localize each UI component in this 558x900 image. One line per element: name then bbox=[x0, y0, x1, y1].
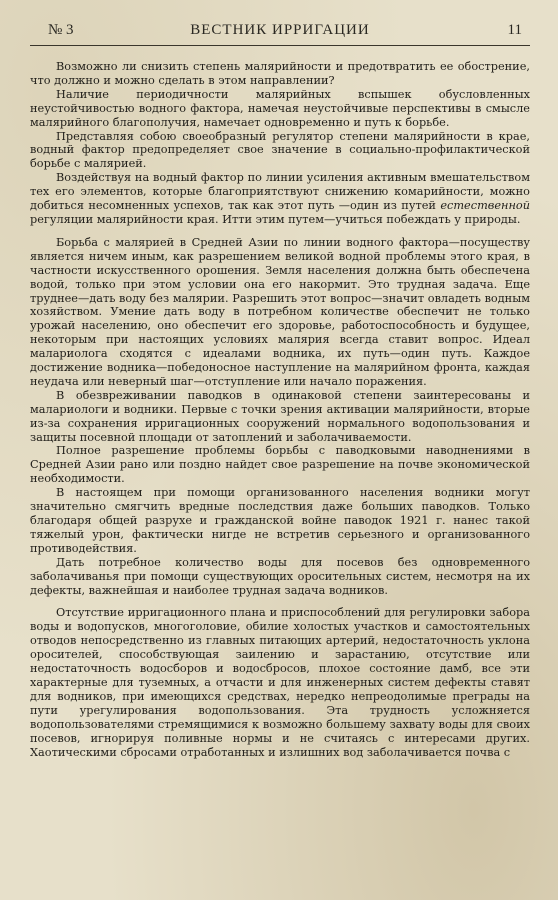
paragraph: В настоящем при помощи организованного населения водники могут значительно смягчить вредные последствия даже больших паводков. Только благодаря общей разрухе и гражданской войне паводок 1921 г. нанес такой тяжелый урон, фактически нигде не встретив серьезного и организованного противодействия. bbox=[30, 486, 530, 555]
paragraph: Борьба с малярией в Средней Азии по линии водного фактора—посуществу является ничем иным, как разрешением великой водной проблемы этого края, в частности искусственного орошения. Земля населения должна быть обеспечена водой, только при этом условии она его накормит. Это трудная задача. Еще труднее—дать воду без малярии. Разрешить этот вопрос—значит овладеть водным хозяйством. Умение дать воду в потребном количестве обеспечит не только урожай населению, оно обеспечит его здоровье, работоспособность и будущее, некоторым при настоящих условиях малярия всегда ставит вопрос. Идеал малариолога сходятся с идеалами водника, их путь—один путь. Каждое достижение водника—победоносное наступление на малярийном фронта, каждая неудача или неверный шаг—отступление или начало поражения. bbox=[30, 235, 530, 388]
paragraph: В обезвреживании паводков в одинаковой степени заинтересованы и малариологи и водники. Первые с точки зрения активации малярийности, вторые из-за сохранения ирригационных сооружений нормального водопользования и защиты посевной площади от затоплений и заболачиваемости. bbox=[30, 388, 530, 444]
article-body bbox=[30, 60, 530, 759]
paragraph: Представляя собою своеобразный регулятор степени малярийности в крае, водный фактор предопределяет свое значение в социально-профилактической борьбе с малярией. bbox=[30, 129, 530, 171]
paragraph: Возможно ли снизить степень малярийности и предотвратить ее обострение, что должно и можно сделать в этом направлении? bbox=[30, 60, 530, 87]
paragraph bbox=[30, 171, 530, 227]
paragraph-text: Воздействуя на водный фактор по линии усиления активным вмешательством тех его элементов, которые благоприятствуют снижению комарийности, можно добиться несомненных успехов, так как этот путь —один из путей bbox=[30, 171, 530, 213]
paragraph: Отсутствие ирригационного плана и приспособлений для регулировки забора воды и водопусков, многоголовие, обилие холостых участков и самостоятельных отводов непосредственно из главных питающих артерий, недостаточность уклона оросителей, способствующая заилению и зарастанию, отсутствие или недостаточность водосборов и водосбросов, плохое состояние дамб, все эти характерные для туземных, а отчасти и для инженерных систем дефекты ставят для водников, при имеющихся средствах, нередко непреодолимые преграды на пути урегулирования водопользования. Эта трудность усложняется водопользователями стремящимися к возможно большему захвату воды для своих посевов, игнорируя поливные нормы и не считаясь с интересами других. Хаотическими сбросами отработанных и излишних вод заболачивается почва с bbox=[30, 606, 530, 759]
paragraph-text: регуляции малярийности края. Итти этим путем—учиться побеждать у природы. bbox=[30, 212, 521, 226]
paragraph: Полное разрешение проблемы борьбы с паводковыми наводнениями в Средней Азии рано или поздно найдет свое разрешение на почве экономической необходимости. bbox=[30, 444, 530, 486]
issue-number: № 3 bbox=[48, 22, 74, 38]
paragraph: Наличие периодичности малярийных вспышек обусловленных неустойчивостью водного фактора, намечая неустойчивые перспективы в смысле малярийного благополучия, намечает одновременно и путь к борьбе. bbox=[30, 87, 530, 129]
page-header bbox=[30, 22, 530, 46]
page-number: 11 bbox=[507, 22, 522, 38]
journal-title: ВЕСТНИК ИРРИГАЦИИ bbox=[190, 22, 370, 38]
paragraph: Дать потребное количество воды для посевов без одновременного заболачиванья при помощи существующих оросительных систем, несмотря на их дефекты, важнейшая и наиболее трудная задача водников. bbox=[30, 555, 530, 597]
emphasized-word: естественной bbox=[440, 199, 530, 213]
